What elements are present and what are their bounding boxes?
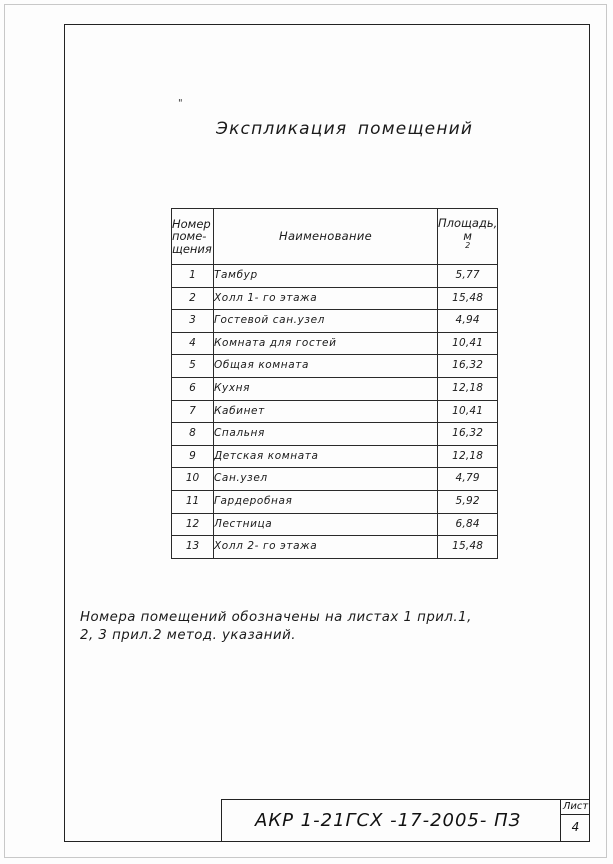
room-name-cell: Холл 1- го этажа xyxy=(214,287,438,310)
room-area-cell: 10,41 xyxy=(438,400,498,423)
room-number-cell: 11 xyxy=(172,490,214,513)
table-row xyxy=(172,423,498,446)
table-row xyxy=(172,445,498,468)
room-number-cell: 4 xyxy=(172,332,214,355)
room-area-cell: 16,32 xyxy=(438,423,498,446)
table-row xyxy=(172,265,498,288)
room-area-cell: 16,32 xyxy=(438,355,498,378)
sheet-cell xyxy=(560,800,590,841)
page-title: Экспликация помещений xyxy=(216,119,474,139)
table-row xyxy=(172,332,498,355)
room-area-cell: 4,79 xyxy=(438,468,498,491)
room-number-cell: 5 xyxy=(172,355,214,378)
header-room-number: Номер поме- щения xyxy=(172,209,214,265)
room-name-cell: Общая комната xyxy=(214,355,438,378)
table-row xyxy=(172,536,498,559)
room-number-cell: 3 xyxy=(172,310,214,333)
room-explication-table xyxy=(171,208,498,559)
room-name-cell: Кухня xyxy=(214,377,438,400)
table-row xyxy=(172,400,498,423)
room-area-cell: 15,48 xyxy=(438,287,498,310)
table-row xyxy=(172,287,498,310)
room-area-cell: 5,77 xyxy=(438,265,498,288)
table-row xyxy=(172,310,498,333)
room-name-cell: Гардеробная xyxy=(214,490,438,513)
room-name-cell: Лестница xyxy=(214,513,438,536)
room-number-cell: 10 xyxy=(172,468,214,491)
room-area-cell: 10,41 xyxy=(438,332,498,355)
table-row xyxy=(172,490,498,513)
sheet-label: Лист xyxy=(561,800,590,815)
room-number-cell: 1 xyxy=(172,265,214,288)
room-number-cell: 9 xyxy=(172,445,214,468)
room-number-cell: 8 xyxy=(172,423,214,446)
room-area-cell: 12,18 xyxy=(438,377,498,400)
room-area-cell: 6,84 xyxy=(438,513,498,536)
footnote-line: Номера помещений обозначены на листах 1 прил.1, xyxy=(80,610,472,625)
room-name-cell: Кабинет xyxy=(214,400,438,423)
table-row xyxy=(172,377,498,400)
header-area: Площадь, м $^2$ xyxy=(438,209,498,265)
room-name-cell: Холл 2- го этажа xyxy=(214,536,438,559)
room-area-cell: 5,92 xyxy=(438,490,498,513)
table-header-row xyxy=(172,209,498,265)
room-area-cell: 4,94 xyxy=(438,310,498,333)
document-code: АКР 1-21ГСХ -17-2005- ПЗ xyxy=(255,810,522,831)
room-name-cell: Гостевой сан.узел xyxy=(214,310,438,333)
title-block xyxy=(221,799,590,842)
room-name-cell: Комната для гостей xyxy=(214,332,438,355)
room-area-cell: 12,18 xyxy=(438,445,498,468)
table-row xyxy=(172,355,498,378)
header-room-name: Наименование xyxy=(214,209,438,265)
footnote-line: 2, 3 прил.2 метод. указаний. xyxy=(80,628,296,643)
room-area-cell: 15,48 xyxy=(438,536,498,559)
room-number-cell: 13 xyxy=(172,536,214,559)
room-name-cell: Спальня xyxy=(214,423,438,446)
room-number-cell: 2 xyxy=(172,287,214,310)
room-number-cell: 6 xyxy=(172,377,214,400)
sheet-number: 4 xyxy=(571,820,580,834)
room-name-cell: Детская комната xyxy=(214,445,438,468)
footnote xyxy=(80,609,510,645)
room-name-cell: Сан.узел xyxy=(214,468,438,491)
table-row xyxy=(172,513,498,536)
table-row xyxy=(172,468,498,491)
room-number-cell: 12 xyxy=(172,513,214,536)
room-number-cell: 7 xyxy=(172,400,214,423)
margin-mark: " xyxy=(178,98,182,109)
room-name-cell: Тамбур xyxy=(214,265,438,288)
